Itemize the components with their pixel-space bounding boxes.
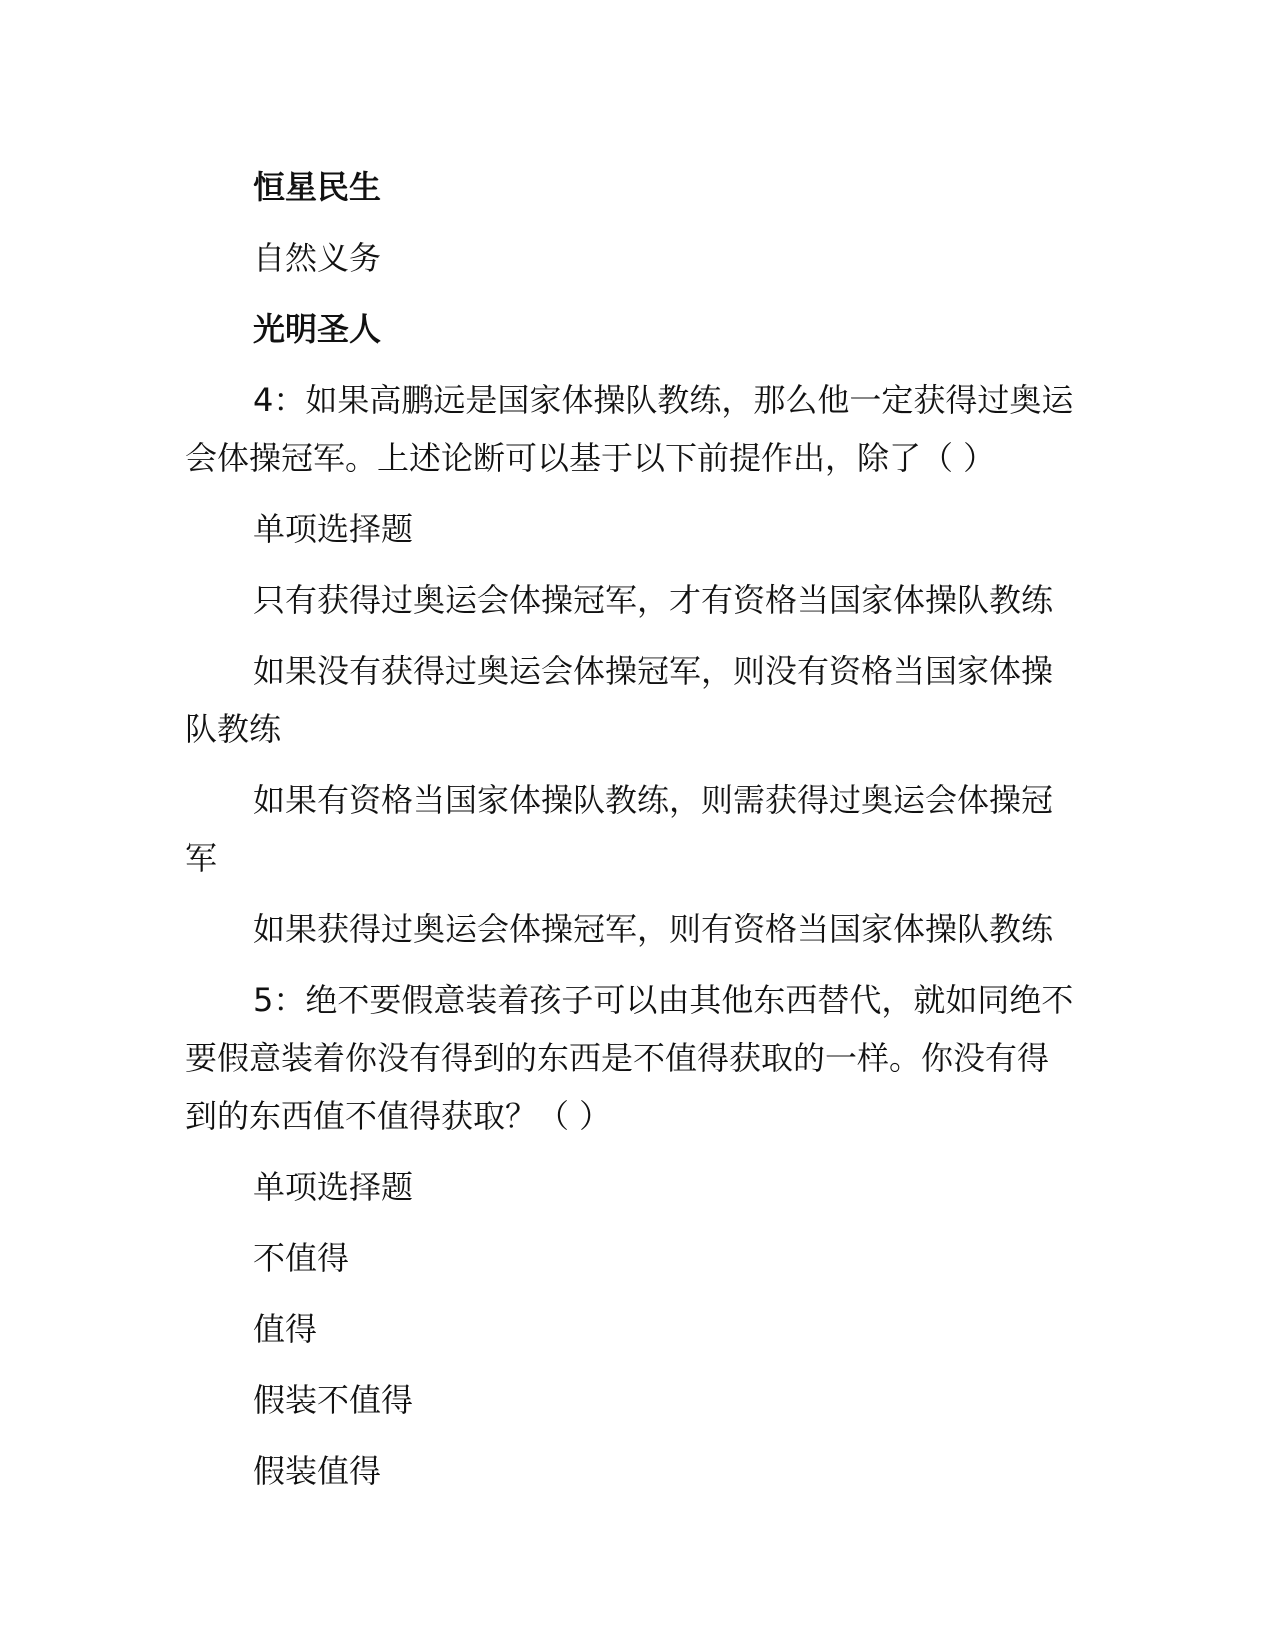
q4-type: 单项选择题 — [253, 510, 414, 548]
q4-option-1: 只有获得过奥运会体操冠军，才有资格当国家体操队教练 — [253, 581, 1054, 619]
q4-option-3: 如果有资格当国家体操队教练，则需获得过奥运会体操冠军 — [185, 781, 1054, 877]
q4-stem: 4：如果高鹏远是国家体操队教练，那么他一定获得过奥运会体操冠军。上述论断可以基于以下前提作出，除了（ ） — [185, 381, 1074, 477]
q3-option-3: 光明圣人 — [253, 310, 382, 348]
q4-option-4: 如果获得过奥运会体操冠军，则有资格当国家体操队教练 — [253, 910, 1054, 948]
q5-option-3: 假装不值得 — [253, 1381, 414, 1419]
q3-option-1: 恒星民生 — [253, 168, 382, 206]
q4-option-2: 如果没有获得过奥运会体操冠军，则没有资格当国家体操队教练 — [185, 652, 1054, 748]
q5-option-2: 值得 — [253, 1310, 318, 1348]
q3-option-2: 自然义务 — [253, 239, 382, 277]
q5-stem: 5：绝不要假意装着孩子可以由其他东西替代，就如同绝不要假意装着你没有得到的东西是不值得获取的一样。你没有得到的东西值不值得获取？（ ） — [185, 981, 1074, 1135]
document-body — [185, 158, 1080, 1513]
q5-option-1: 不值得 — [253, 1239, 350, 1277]
q5-option-4: 假装值得 — [253, 1452, 382, 1490]
q5-type: 单项选择题 — [253, 1168, 414, 1206]
